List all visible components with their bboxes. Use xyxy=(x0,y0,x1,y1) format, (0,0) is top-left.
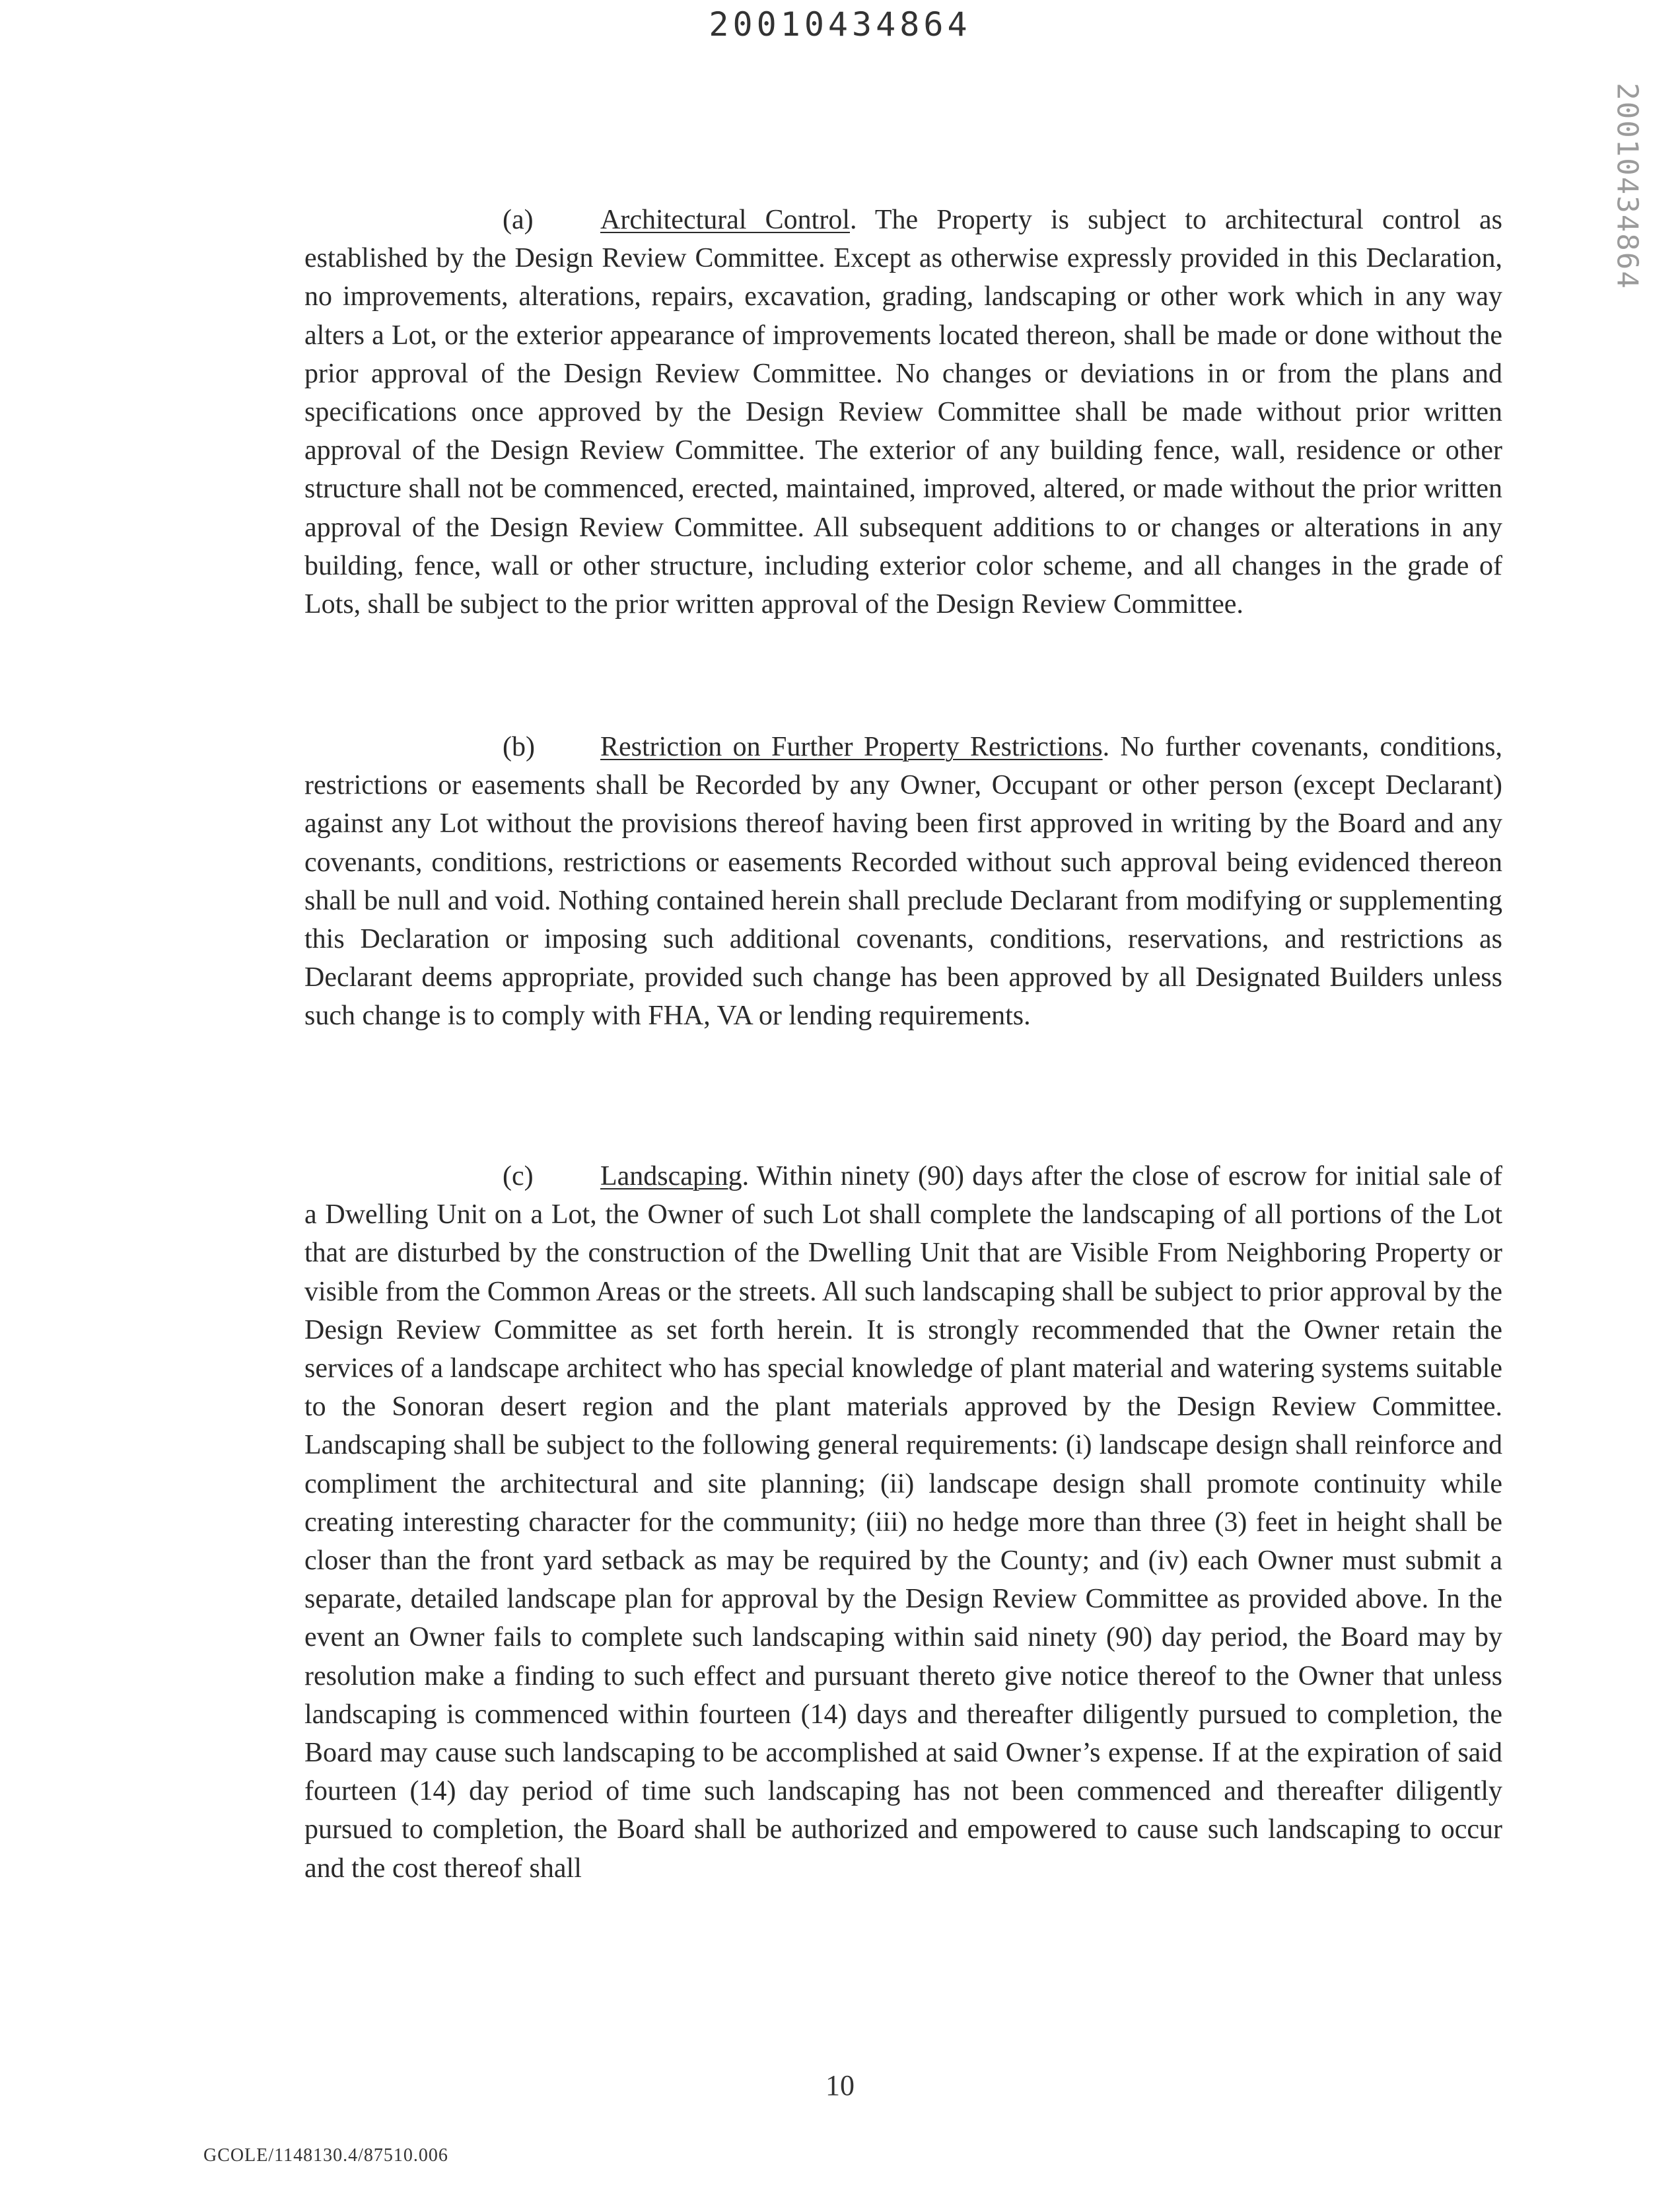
paragraph-body: . Within ninety (90) days after the close of escrow for initial sale of a Dwelling Unit on a Lot, the Owner of such Lot shall complete the landscaping of all portions of the Lot that are disturbed by the construction of the Dwelling Unit that are Visible From Neighboring Property or visible from the Common Areas or the streets. All such landscaping shall be subject to prior approval by the Design Review Committee as set forth herein. It is strongly recommended that the Owner retain the services of a landscape architect who has special knowledge of plant material and watering systems suitable to the Sonoran desert region and the plant materials approved by the Design Review Committee. Landscaping shall be subject to the following general requirements: (i) landscape design shall reinforce and compliment the architectural and site planning; (ii) landscape design shall promote continuity while creating interesting character for the community; (iii) no hedge more than three (3) feet in height shall be closer than the front yard setback as may be required by the County; and (iv) each Owner must submit a separate, detailed landscape plan for approval by the Design Review Committee as provided above. In the event an Owner fails to complete such landscaping within said ninety (90) day period, the Board may by resolution make a finding to such effect and pursuant thereto give notice thereof to the Owner that unless landscaping is commenced within fourteen (14) days and thereafter diligently pursued to completion, the Board may cause such landscaping to be accomplished at said Owner’s expense. If at the expiration of said fourteen (14) day period of time such landscaping has not been commenced and thereafter diligently pursued to completion, the Board shall be authorized and empowered to cause such landscaping to occur and the cost thereof shall xyxy=(304,1161,1502,1884)
paragraph-landscaping xyxy=(304,1157,1502,1888)
paragraph-architectural-control xyxy=(304,201,1502,623)
paragraph-label: (c) xyxy=(503,1161,534,1191)
paragraph-body: . The Property is subject to architectural control as established by the Design Review Committee. Except as otherwise expressly provided in this Declaration, no improvements, alterations, repairs, excavation, grading, landscaping or other work which in any way alters a Lot, or the exterior appearance of improvements located thereon, shall be made or done without the prior approval of the Design Review Committee. No changes or deviations in or from the plans and specifications once approved by the Design Review Committee shall be made without prior written approval of the Design Review Committee. The exterior of any building fence, wall, residence or other structure shall not be commenced, erected, maintained, improved, altered, or made without the prior written approval of the Design Review Committee. All subsequent additions to or changes or alterations in any building, fence, wall or other structure, including exterior color scheme, and all changes in the grade of Lots, shall be subject to the prior written approval of the Design Review Committee. xyxy=(304,205,1502,620)
side-recording-stamp xyxy=(1609,83,1646,290)
paragraph-label: (a) xyxy=(503,205,534,235)
recording-number: 20010434864 xyxy=(709,5,971,44)
document-code: GCOLE/1148130.4/87510.006 xyxy=(203,2145,448,2166)
paragraph-restriction-on-further-restrictions xyxy=(304,728,1502,1036)
page-number: 10 xyxy=(825,2069,855,2102)
paragraph-title: Architectural Control xyxy=(600,205,850,235)
side-stamp-text: 20010434864 xyxy=(1610,83,1644,290)
paragraph-title: Restriction on Further Property Restrictions xyxy=(600,732,1103,762)
paragraph-label: (b) xyxy=(503,732,535,762)
paragraph-title: Landscaping xyxy=(600,1161,742,1191)
paragraph-body: . No further covenants, conditions, restrictions or easements shall be Recorded by any Owner, Occupant or other person (except Declarant) against any Lot without the provisions thereof having been first approved in writing by the Board and any covenants, conditions, restrictions or easements Recorded without such approval being evidenced thereon shall be null and void. Nothing contained herein shall preclude Declarant from modifying or supplementing this Declaration or imposing such additional covenants, conditions, reservations, and restrictions as Declarant deems appropriate, provided such change has been approved by all Designated Builders unless such change is to comply with FHA, VA or lending requirements. xyxy=(304,732,1502,1032)
